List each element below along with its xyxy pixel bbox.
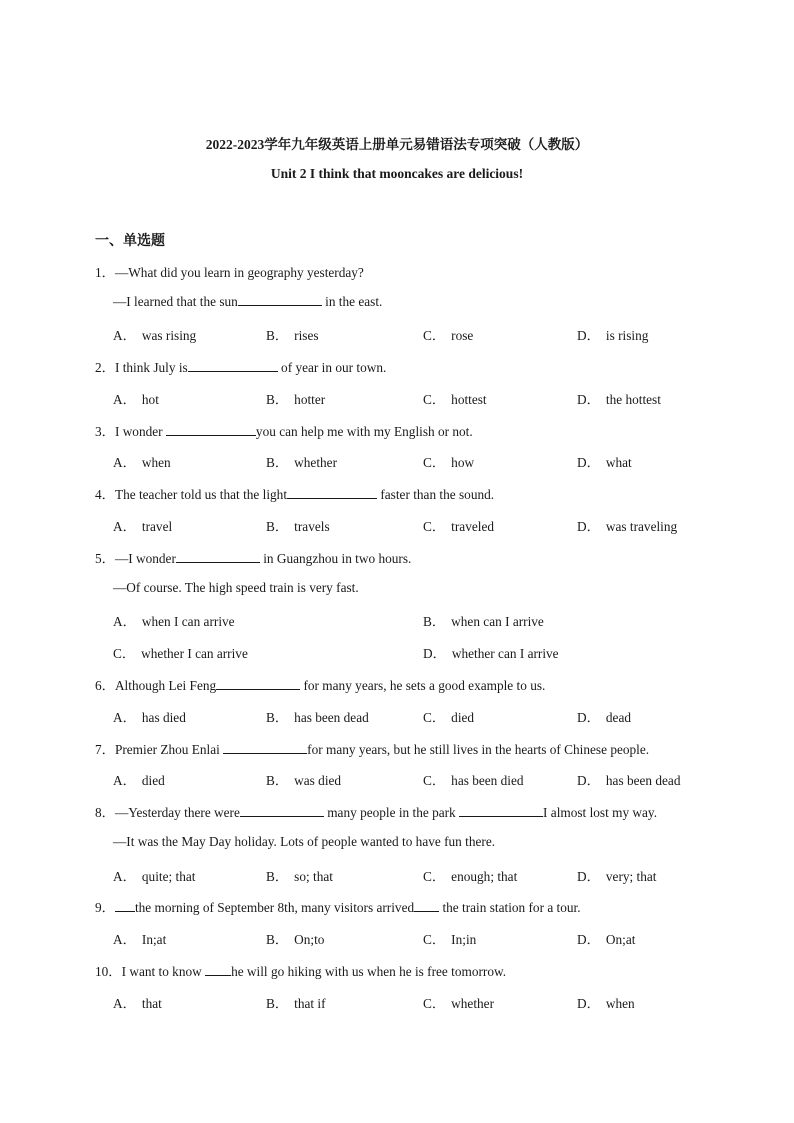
answer-blank[interactable] [414,899,439,912]
question-text: for many years, but he still lives in the hearts of Chinese people. [307,742,650,757]
question-stem [95,262,364,281]
option-letter: B． [266,932,289,947]
option-text: traveled [451,519,494,534]
question-text: for many years, he sets a good example to us. [300,678,546,693]
answer-blank[interactable] [166,423,256,436]
option-letter: D． [577,392,600,407]
question-text: I almost lost my way. [543,805,658,820]
option-text: the hottest [605,392,661,407]
option-letter: C． [423,710,446,725]
question-text: —It was the May Day holiday. Lots of people wanted to have fun there. [113,834,496,849]
option-text: travel [141,519,173,534]
question-text: —I wonder [114,551,176,566]
option-letter: B． [266,996,289,1011]
option-letter: A． [113,932,136,947]
answer-blank[interactable] [223,741,307,754]
option-letter: B． [266,455,289,470]
question-line [113,834,495,850]
option-text: On;at [605,932,636,947]
answer-blank[interactable] [115,899,135,912]
answer-option-a[interactable] [113,707,186,726]
question-number: 10． [95,964,122,979]
option-letter: D． [423,646,446,661]
option-text: when I can arrive [141,614,235,629]
option-letter: A． [113,869,136,884]
answer-option-b[interactable] [266,452,337,471]
question-stem [95,484,494,503]
option-letter: C． [423,996,446,1011]
question-text: I want to know [121,964,206,979]
option-letter: D． [577,328,600,343]
answer-option-b[interactable] [266,993,326,1012]
question-text: The teacher told us that the light [114,487,288,502]
answer-option-a[interactable] [113,452,171,471]
question-text: the train station for a tour. [439,900,581,915]
option-text: has been dead [294,710,369,725]
answer-option-c[interactable] [423,770,524,789]
option-letter: C． [423,932,446,947]
answer-option-d[interactable] [423,643,559,662]
answer-blank[interactable] [205,963,231,976]
question-number: 9． [95,900,115,915]
question-stem [95,739,649,758]
option-letter: B． [266,328,289,343]
option-text: so; that [294,869,333,884]
question-text: I wonder [114,424,166,439]
question-stem [95,675,545,694]
option-letter: D． [577,455,600,470]
option-text: travels [294,519,330,534]
answer-option-c[interactable] [423,389,487,408]
answer-option-d[interactable] [577,929,635,948]
option-text: what [605,455,632,470]
answer-option-d[interactable] [577,452,632,471]
answer-blank[interactable] [188,359,278,372]
option-text: that if [294,996,326,1011]
answer-blank[interactable] [287,486,377,499]
option-letter: A． [113,392,136,407]
answer-option-b[interactable] [266,866,333,885]
question-text: he will go hiking with us when he is free tomorrow. [231,964,507,979]
answer-option-c[interactable] [423,325,473,344]
answer-option-a[interactable] [113,993,162,1012]
answer-option-d[interactable] [577,770,680,789]
option-text: enough; that [451,869,518,884]
question-text: Although Lei Feng [114,678,217,693]
question-number: 5． [95,551,115,566]
answer-option-b[interactable] [423,611,544,630]
option-letter: B． [266,392,289,407]
answer-option-c[interactable] [423,929,476,948]
answer-option-b[interactable] [266,707,369,726]
option-text: whether [451,996,494,1011]
document-title: 2022-2023学年九年级英语上册单元易错语法专项突破（人教版） [205,137,589,152]
question-stem [95,548,411,567]
option-letter: B． [266,519,289,534]
question-text: you can help me with my English or not. [255,424,473,439]
answer-blank[interactable] [216,677,300,690]
option-letter: C． [423,869,446,884]
question-text: in the east. [321,294,383,309]
answer-option-b[interactable] [266,389,325,408]
option-text: In;at [141,932,167,947]
option-letter: B． [266,773,289,788]
answer-blank[interactable] [176,550,260,563]
answer-option-a[interactable] [113,516,172,535]
question-text: —I learned that the sun [113,294,238,309]
answer-option-b[interactable] [266,516,330,535]
option-text: was rising [141,328,197,343]
answer-option-a[interactable] [113,866,195,885]
option-text: very; that [605,869,657,884]
option-letter: D． [577,932,600,947]
option-text: when [605,996,635,1011]
question-line [113,580,359,596]
answer-option-a[interactable] [113,611,235,630]
option-text: has been died [451,773,524,788]
question-stem [95,421,473,440]
option-text: died [451,710,475,725]
option-text: was traveling [605,519,678,534]
option-text: died [141,773,165,788]
option-letter: C． [423,455,446,470]
option-text: whether can I arrive [451,646,559,661]
option-letter: D． [577,710,600,725]
option-letter: B． [266,869,289,884]
answer-option-d[interactable] [577,707,631,726]
question-text: I think July is [114,360,188,375]
answer-option-d[interactable] [577,516,677,535]
option-text: On;to [294,932,325,947]
question-text: faster than the sound. [377,487,495,502]
option-text: quite; that [141,869,196,884]
option-text: In;in [451,932,477,947]
answer-option-c[interactable] [423,516,494,535]
answer-option-a[interactable] [113,929,166,948]
question-number: 4． [95,487,115,502]
option-text: whether [294,455,337,470]
option-letter: A． [113,996,136,1011]
question-text: of year in our town. [277,360,387,375]
question-text: —Of course. The high speed train is very fast. [113,580,359,595]
option-letter: A． [113,614,136,629]
option-letter: A． [113,455,136,470]
answer-option-d[interactable] [577,866,657,885]
option-text: that [141,996,162,1011]
option-text: is rising [605,328,649,343]
option-text: hotter [294,392,326,407]
option-text: when [141,455,171,470]
question-text: many people in the park [323,805,460,820]
option-text: hot [141,392,159,407]
question-stem [95,802,657,821]
option-text: when can I arrive [451,614,544,629]
option-letter: D． [577,773,600,788]
question-number: 6． [95,678,115,693]
option-text: dead [605,710,632,725]
option-letter: A． [113,773,136,788]
option-letter: C． [423,392,446,407]
option-text: how [451,455,475,470]
answer-blank[interactable] [240,804,324,817]
answer-option-d[interactable] [577,325,648,344]
answer-option-c[interactable] [423,452,474,471]
question-stem [95,897,581,916]
answer-option-c[interactable] [423,707,474,726]
answer-option-c[interactable] [423,993,494,1012]
question-text: Premier Zhou Enlai [114,742,224,757]
answer-option-b[interactable] [266,770,341,789]
answer-option-c[interactable] [113,643,248,662]
question-number: 8． [95,805,115,820]
option-text: rose [451,328,474,343]
answer-blank[interactable] [238,293,322,306]
answer-option-a[interactable] [113,389,159,408]
question-number: 1． [95,265,115,280]
option-text: has been dead [605,773,681,788]
question-number: 7． [95,742,115,757]
option-text: has died [141,710,186,725]
answer-option-d[interactable] [577,993,635,1012]
option-text: whether I can arrive [141,646,248,661]
answer-option-a[interactable] [113,325,196,344]
question-text: —Yesterday there were [114,805,240,820]
option-letter: C． [113,646,136,661]
question-stem [95,357,386,376]
answer-option-b[interactable] [266,929,324,948]
option-text: rises [294,328,319,343]
question-number: 3． [95,424,115,439]
document-subtitle: Unit 2 I think that mooncakes are delicious! [270,166,524,181]
option-text: was died [294,773,342,788]
option-text: hottest [451,392,487,407]
question-text: in Guangzhou in two hours. [259,551,412,566]
section-heading: 一、单选题 [95,234,165,249]
question-text: the morning of September 8th, many visitors arrived [134,900,415,915]
option-letter: D． [577,996,600,1011]
question-number: 2． [95,360,115,375]
option-letter: C． [423,773,446,788]
option-letter: D． [577,869,600,884]
option-letter: A． [113,710,136,725]
option-letter: C． [423,519,446,534]
option-letter: B． [423,614,446,629]
answer-option-b[interactable] [266,325,319,344]
answer-option-c[interactable] [423,866,517,885]
option-letter: C． [423,328,446,343]
answer-option-d[interactable] [577,389,661,408]
answer-blank[interactable] [459,804,543,817]
question-stem [95,961,506,980]
question-line [113,293,382,310]
option-letter: A． [113,328,136,343]
option-letter: B． [266,710,289,725]
question-text: —What did you learn in geography yesterday? [114,265,364,280]
option-letter: D． [577,519,600,534]
answer-option-a[interactable] [113,770,165,789]
option-letter: A． [113,519,136,534]
